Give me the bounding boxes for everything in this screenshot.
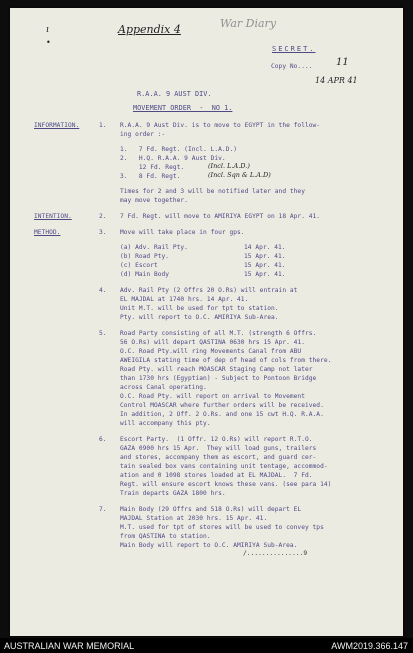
footer-accession-number: AWM2019.366.147 — [331, 641, 408, 651]
para5-line: 56 O.Rs) will depart QASTINA 0630 hrs 15 Apr. 41. — [120, 339, 305, 346]
para6-line: and stores, accompany them as escort, and guard cer- — [120, 454, 317, 461]
para5-line: Road Party consisting of all M.T. (strength 6 Offrs. — [120, 330, 317, 337]
signature-mark: /...............9 — [243, 550, 308, 557]
war-diary-pencil: War Diary — [220, 17, 277, 30]
para7-line: Main Body will report to O.C. AMIRIYA Sub-Area. — [120, 542, 298, 549]
incl-lad-handwriting: (Incl. L.A.D.) — [208, 162, 250, 170]
footer-bar — [0, 638, 413, 653]
group-label: (a) Adv. Rail Pty. — [120, 244, 188, 251]
para-num-6: 6. — [99, 436, 107, 443]
para7-line: from QASTINA to station. — [120, 533, 211, 540]
formation-title: R.A.A. 9 AUST DIV. — [137, 90, 212, 98]
para3-intro: Move will take place in four gps. — [120, 229, 245, 236]
method-heading: METHOD. — [34, 229, 61, 236]
para5-line: Road Pty. will reach MOASCAR Staging Camp not later — [120, 366, 313, 373]
para5-line: across Canal operating. — [120, 384, 207, 391]
para5-line: than 1730 hrs (Egyptian) - Subject to Pontoon Bridge — [120, 375, 317, 382]
para5-line: Control MOASCAR where further orders will be received. — [120, 402, 324, 409]
para5-line: will accompany this pty. — [120, 420, 211, 427]
para-num-7: 7. — [99, 506, 107, 513]
group-label: (c) Escort — [120, 262, 158, 269]
appendix-handwriting: Appendix 4 — [118, 23, 181, 36]
para4-line: EL MAJDAL at 1740 hrs. 14 Apr. 41. — [120, 296, 249, 303]
para1-line: R.A.A. 9 Aust Div. is to move to EGYPT in the follow- — [120, 122, 321, 129]
para-num-3: 3. — [99, 229, 107, 236]
group-label: (b) Road Pty. — [120, 253, 170, 260]
group-date: 15 Apr. 41. — [244, 253, 286, 260]
para5-line: AWEIGILA stating time of dep of head of cols from there. — [120, 357, 332, 364]
secret-heading: SECRET. — [272, 45, 316, 53]
para5-line: In addition, 2 Off. 2 O.Rs. and one 15 cwt H.Q. R.A.A. — [120, 411, 324, 418]
para6-line: ation and 0 1098 stores loaded at EL MAJDAL. 7 Fd. — [120, 472, 313, 479]
para7-line: MAJDAL Station at 2030 hrs. 15 Apr. 41. — [120, 515, 268, 522]
para6-line: tain sealed box vans containing unit tentage, accommod- — [120, 463, 328, 470]
para1-line: ing order :- — [120, 131, 166, 138]
para1-note: may move together. — [120, 197, 188, 204]
para4-line: Unit M.T. will be used for tpt to station. — [120, 305, 279, 312]
date-handwriting: 14 APR 41 — [315, 76, 358, 85]
para4-line: Pty. will report to O.C. AMIRIYA Sub-Area. — [120, 314, 279, 321]
document-page — [10, 8, 403, 636]
order-item-3: 3. 8 Fd. Regt. — [120, 173, 181, 180]
para-num-2: 2. — [99, 213, 107, 220]
para-num-4: 4. — [99, 287, 107, 294]
tick-mark: ı — [46, 25, 49, 35]
para6-line: Escort Party. (1 Offr. 12 O.Rs) will report R.T.O. — [120, 436, 313, 443]
intention-heading: INTENTION. — [34, 213, 72, 220]
copy-no-label: Copy No.... — [271, 63, 313, 70]
para6-line: Regt. will ensure escort knows these vans. (see para 14) — [120, 481, 332, 488]
group-date: 15 Apr. 41. — [244, 271, 286, 278]
para4-line: Adv. Rail Pty (2 Offrs 20 O.Rs) will entrain at — [120, 287, 298, 294]
para7-line: Main Body (29 Offrs and 518 O.Rs) will depart EL — [120, 506, 302, 513]
para2-text: 7 Fd. Regt. will move to AMIRIYA EGYPT on 18 Apr. 41. — [120, 213, 321, 220]
footer-institution: AUSTRALIAN WAR MEMORIAL — [4, 641, 135, 651]
para1-note: Times for 2 and 3 will be notified later and they — [120, 188, 305, 195]
information-heading: INFORMATION. — [34, 122, 80, 129]
para5-line: O.C. Road Pty.will ring Movements Canal from ABU — [120, 348, 302, 355]
order-item-2b: 12 Fd. Regt. — [120, 164, 185, 171]
para7-line: M.T. used for tpt of stores will be used to convey tps — [120, 524, 324, 531]
para6-line: Train departs GAZA 1800 hrs. — [120, 490, 226, 497]
para-num-1: 1. — [99, 122, 107, 129]
order-title: MOVEMENT ORDER - NO 1. — [133, 104, 233, 112]
order-item-1: 1. 7 Fd. Regt. (Incl. L.A.D.) — [120, 146, 238, 153]
copy-no-handwriting: 11 — [336, 57, 349, 68]
margin-dash: • — [46, 38, 51, 47]
para6-line: GAZA 0900 hrs 15 Apr. They will load guns, trailers — [120, 445, 317, 452]
group-date: 15 Apr. 41. — [244, 262, 286, 269]
group-label: (d) Main Body — [120, 271, 170, 278]
order-item-2a: 2. H.Q. R.A.A. 9 Aust Div. — [120, 155, 226, 162]
incl-sqn-handwriting: (Incl. Sqn & L.A.D) — [208, 171, 271, 179]
group-date: 14 Apr. 41. — [244, 244, 286, 251]
para5-line: O.C. Road Pty. will report on arrival to Movement — [120, 393, 305, 400]
para-num-5: 5. — [99, 330, 107, 337]
